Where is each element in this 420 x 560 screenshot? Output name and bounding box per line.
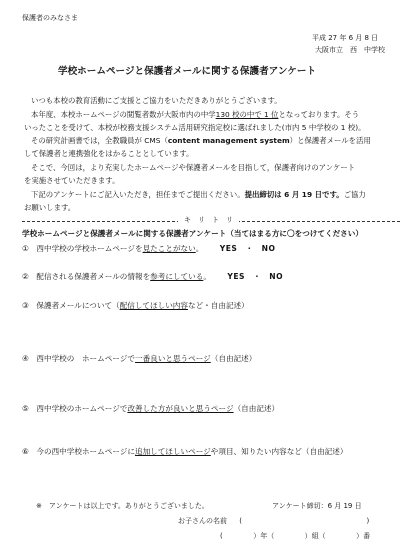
class-label: ）組（ (304, 532, 326, 540)
class-row (220, 532, 370, 541)
closing-thanks: ※ アンケートは以上です。ありがとうございました。 (36, 502, 209, 510)
answer-area-3[interactable] (22, 314, 400, 348)
question-4-keyword: 一番良いと思うページ (134, 354, 211, 363)
answer-area-4[interactable] (22, 367, 400, 401)
question-number: ① (22, 244, 29, 253)
question-2-keyword: 参考にしている (150, 272, 204, 281)
question-3: ③ 保護者メールについて（配信してほしい内容など・自由記述） (22, 301, 249, 310)
ranking-paragraph (24, 108, 402, 135)
question-number: ⑥ (22, 447, 29, 456)
school-name: 大阪市立 西 中学校 (315, 46, 385, 54)
deadline-label: アンケート締切：6 月 19 日 (272, 502, 362, 510)
document-title: 学校ホームページと保護者メールに関する保護者アンケート (58, 66, 317, 77)
question-number: ③ (22, 301, 29, 310)
purpose-line-2: を実施させていただきます。 (24, 176, 120, 186)
issue-date: 平成 27 年 6 月 8 日 (312, 34, 379, 42)
yes-no-choice[interactable]: YES ・ NO (227, 272, 284, 281)
cms-paragraph (24, 134, 402, 161)
survey-purpose-paragraph (24, 161, 402, 188)
question-4: ④ 西中学校の ホームページで一番良いと思うページ（自由記述） (22, 354, 257, 363)
yes-no-choice[interactable]: YES ・ NO (219, 244, 276, 253)
question-6: ⑥ 今の西中学校ホームページに追加してほしいページや項目、知りたい内容など（自由記述） (22, 447, 348, 456)
question-6-keyword: 追加してほしいページ (134, 447, 211, 456)
child-name-label: お子さんの名前 (178, 517, 227, 525)
cut-label: キ リ ト リ (178, 216, 239, 225)
question-3-keyword: 配信してほしい内容 (119, 301, 188, 310)
name-open-paren: ( (239, 517, 242, 525)
purpose-line-1: そこで、今回は，より充実したホームページや保護者メールを目指して，保護者向けのアンケート (31, 163, 356, 172)
ranking-line-2: いったことを受けて、本校が校務支援システム活用研究指定校に選ばれました(市内 5 中学校の 1 校)。 (24, 123, 366, 133)
intro-paragraph (24, 94, 402, 107)
question-5: ⑤ 西中学校のホームページで改善した方が良いと思うページ（自由記述） (22, 404, 280, 413)
deadline-notice: 提出締切は 6 月 19 日です。 (244, 190, 344, 199)
answer-area-6[interactable] (22, 460, 400, 494)
question-2: ② 配信される保護者メールの情報を参考にしている。 YES ・ NO (22, 272, 284, 281)
answer-area-5[interactable] (22, 417, 400, 451)
salutation: 保護者のみなさま (22, 14, 78, 22)
question-number: ② (22, 272, 29, 281)
question-number: ⑤ (22, 404, 29, 413)
intro-line: いつも本校の教育活動にご支援とご協力をいただきありがとうございます。 (31, 96, 282, 105)
cms-line-1: その研究計画書では，全教職員が CMS（content management system）と保護者メールを活用 (31, 136, 371, 145)
year-label: ）年（ (253, 532, 275, 540)
number-label: ）番 (356, 532, 371, 540)
question-5-keyword: 改善した方が良いと思うページ (127, 404, 234, 413)
submission-line-1: 下記のアンケートにご記入いただき，担任までご提出ください。提出締切は 6 月 19 日です。ご協力 (31, 190, 366, 199)
ranking-line-1: 本年度、本校ホームページの閲覧者数が大阪市内の中学130 校の中で 1 位となっております。そう (31, 110, 360, 119)
question-number: ④ (22, 354, 29, 363)
name-close-paren: ) (366, 517, 370, 525)
cms-term: content management system (167, 136, 290, 145)
question-1: ① 西中学校の学校ホームページを見たことがない。 YES ・ NO (22, 244, 276, 253)
submission-paragraph (24, 188, 402, 215)
question-1-keyword: 見たことがない (142, 244, 196, 253)
submission-line-2: お願いします。 (24, 203, 76, 213)
year-open-paren: ( (220, 532, 223, 540)
survey-heading: 学校ホームページと保護者メールに関する保護者アンケート（当てはまる方に〇をつけてください） (22, 229, 363, 238)
child-name-row (178, 517, 369, 526)
cms-line-2: して保護者と連携強化をはかることとしています。 (24, 149, 194, 159)
ranking-highlight: 130 校の中で 1 位 (215, 110, 279, 119)
